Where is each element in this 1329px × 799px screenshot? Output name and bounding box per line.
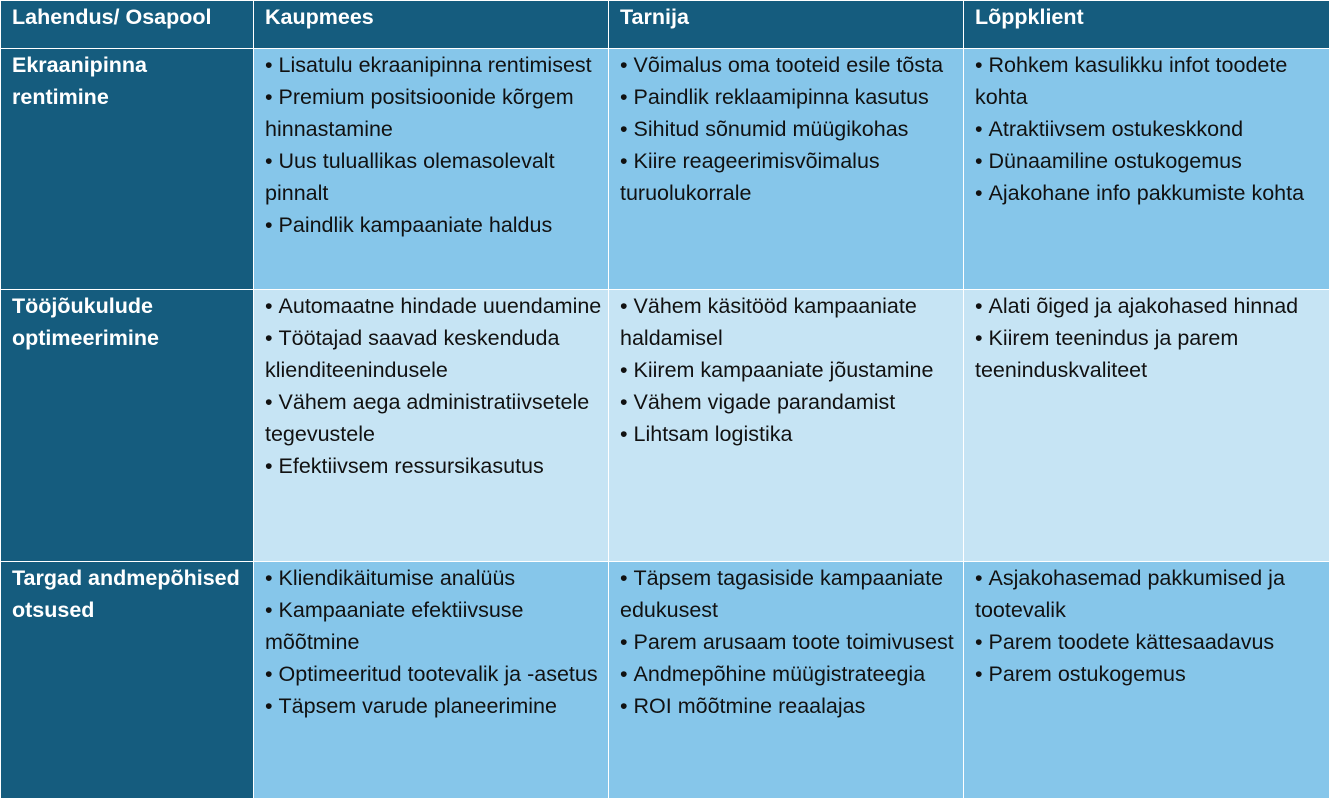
row-label-toojoukulude: Tööjõukulude optimeerimine <box>1 290 254 562</box>
table-row <box>1 290 1329 562</box>
list-item: • Täpsem tagasiside kampaaniate edukusest <box>620 562 959 626</box>
list-item: • Vähem vigade parandamist <box>620 386 959 418</box>
list-item: • Vähem aega administratiivsetele tegevustele <box>265 386 604 450</box>
list-item: • Vähem käsitööd kampaaniate haldamisel <box>620 290 959 354</box>
list-item: • Parem ostukogemus <box>975 658 1325 690</box>
bullet-list <box>975 49 1325 209</box>
cell-kaupmees <box>254 290 609 562</box>
bullet-list <box>265 49 604 241</box>
row-label-ekraanipinna: Ekraanipinna rentimine <box>1 49 254 290</box>
table-header <box>1 1 1329 49</box>
list-item: • Ajakohane info pakkumiste kohta <box>975 177 1325 209</box>
list-item: • Premium positsioonide kõrgem hinnastamine <box>265 81 604 145</box>
list-item: • Sihitud sõnumid müügikohas <box>620 113 959 145</box>
cell-tarnija <box>609 49 964 290</box>
list-item: • Atraktiivsem ostukeskkond <box>975 113 1325 145</box>
list-item: • Asjakohasemad pakkumised ja tootevalik <box>975 562 1325 626</box>
list-item: • Efektiivsem ressursikasutus <box>265 450 604 482</box>
table-row <box>1 49 1329 290</box>
cell-loppklient <box>964 49 1329 290</box>
list-item: • Kiire reageerimisvõimalus turuolukorrale <box>620 145 959 209</box>
cell-loppklient <box>964 290 1329 562</box>
list-item: • Täpsem varude planeerimine <box>265 690 604 722</box>
cell-kaupmees <box>254 562 609 799</box>
list-item: • Parem toodete kättesaadavus <box>975 626 1325 658</box>
row-label-targad-otsused: Targad andmepõhised otsused <box>1 562 254 799</box>
list-item: • Optimeeritud tootevalik ja -asetus <box>265 658 604 690</box>
list-item: • Lisatulu ekraanipinna rentimisest <box>265 49 604 81</box>
list-item: • Töötajad saavad keskenduda klienditeenindusele <box>265 322 604 386</box>
list-item: • Paindlik kampaaniate haldus <box>265 209 604 241</box>
cell-tarnija <box>609 290 964 562</box>
list-item: • Kiirem teenindus ja parem teeninduskvaliteet <box>975 322 1325 386</box>
header-kaupmees: Kaupmees <box>254 1 609 49</box>
list-item: • Uus tuluallikas olemasolevalt pinnalt <box>265 145 604 209</box>
header-solution-party: Lahendus/ Osapool <box>1 1 254 49</box>
cell-loppklient <box>964 562 1329 799</box>
bullet-list <box>265 562 604 722</box>
cell-kaupmees <box>254 49 609 290</box>
list-item: • Automaatne hindade uuendamine <box>265 290 604 322</box>
cell-tarnija <box>609 562 964 799</box>
bullet-list <box>975 562 1325 690</box>
table-row <box>1 562 1329 799</box>
bullet-list <box>265 290 604 482</box>
list-item: • ROI mõõtmine reaalajas <box>620 690 959 722</box>
bullet-list <box>620 290 959 450</box>
list-item: • Alati õiged ja ajakohased hinnad <box>975 290 1325 322</box>
header-loppklient: Lõppklient <box>964 1 1329 49</box>
list-item: • Rohkem kasulikku infot toodete kohta <box>975 49 1325 113</box>
list-item: • Kiirem kampaaniate jõustamine <box>620 354 959 386</box>
bullet-list <box>620 562 959 722</box>
bullet-list <box>620 49 959 209</box>
list-item: • Dünaamiline ostukogemus <box>975 145 1325 177</box>
list-item: • Võimalus oma tooteid esile tõsta <box>620 49 959 81</box>
list-item: • Parem arusaam toote toimivusest <box>620 626 959 658</box>
list-item: • Kliendikäitumise analüüs <box>265 562 604 594</box>
list-item: • Andmepõhine müügistrateegia <box>620 658 959 690</box>
bullet-list <box>975 290 1325 386</box>
list-item: • Kampaaniate efektiivsuse mõõtmine <box>265 594 604 658</box>
table-body <box>1 49 1329 799</box>
list-item: • Lihtsam logistika <box>620 418 959 450</box>
header-tarnija: Tarnija <box>609 1 964 49</box>
list-item: • Paindlik reklaamipinna kasutus <box>620 81 959 113</box>
